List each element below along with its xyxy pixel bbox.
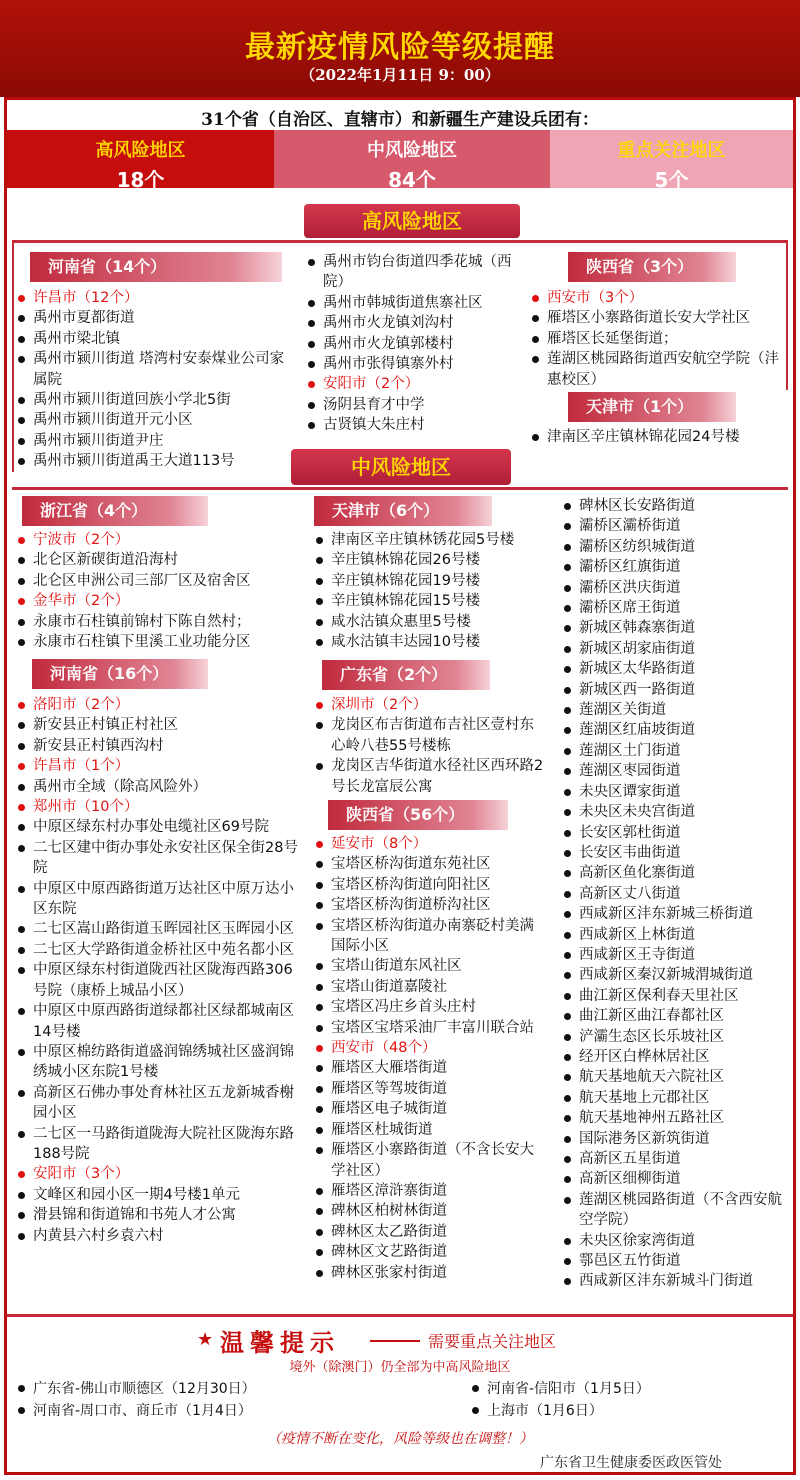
area-item: 灞桥区红旗街道 (562, 557, 794, 577)
area-item: 二七区建中街办事处永安社区保全街28号院 (16, 838, 298, 879)
area-item: 宝塔区桥沟街道办南寨砭村美满国际小区 (314, 916, 546, 957)
mid-risk-banner: 中风险地区 (291, 449, 511, 485)
list-tianjin-high (530, 427, 792, 447)
area-item: 宝塔山街道东风社区 (314, 956, 546, 976)
area-item: 新城区太华路街道 (562, 659, 794, 679)
area-item: 禹州市颍川街道回族小学北5街 (16, 390, 298, 410)
area-item: 国际港务区新筑街道 (562, 1129, 794, 1149)
area-item: 中原区中原西路街道绿都社区绿都城南区14号楼 (16, 1001, 298, 1042)
area-item: 高新区五星街道 (562, 1149, 794, 1169)
city-heading: 安阳市（3个） (16, 1164, 298, 1184)
area-item: 宝塔区宝塔采油厂丰富川联合站 (314, 1018, 546, 1038)
area-item: 宝塔区桥沟街道桥沟社区 (314, 895, 546, 915)
count-high (7, 130, 274, 192)
area-item: 灞桥区席王街道 (562, 598, 794, 618)
area-item: 北仑区申洲公司三部厂区及宿舍区 (16, 571, 306, 591)
count-mid-label: 中风险地区 (367, 140, 457, 161)
area-item: 中原区绿东村办事处电缆社区69号院 (16, 817, 298, 837)
area-item: 新安县正村镇西沟村 (16, 736, 298, 756)
area-item: 二七区一马路街道陇海大院社区陇海东路188号院 (16, 1124, 298, 1165)
area-item: 新城区西一路街道 (562, 680, 794, 700)
area-item: 咸水沽镇众惠里5号楼 (314, 612, 554, 632)
area-item: 雁塔区长延堡街道； (530, 329, 792, 349)
area-item: 未央区谭家街道 (562, 782, 794, 802)
list-henan-mid (16, 695, 298, 1246)
area-item: 龙岗区布吉街道布吉社区壹村东心岭八巷55号楼栋 (314, 715, 544, 756)
city-heading: 洛阳市（2个） (16, 695, 298, 715)
area-item: 西咸新区秦汉新城渭城街道 (562, 965, 794, 985)
star-icon: ★ (197, 1329, 214, 1350)
area-item: 莲湖区土门街道 (562, 741, 794, 761)
area-item: 宝塔区桥沟街道东苑社区 (314, 854, 546, 874)
area-item: 西咸新区王寺街道 (562, 945, 794, 965)
area-item: 咸水沽镇丰达园10号楼 (314, 632, 554, 652)
area-item: 雁塔区杜城街道 (314, 1120, 546, 1140)
area-item: 碑林区文艺路街道 (314, 1242, 546, 1262)
focus-area-item: 广东省-佛山市顺德区（12月30日） (16, 1378, 446, 1400)
area-item: 禹州市火龙镇刘沟村 (306, 313, 528, 333)
area-item: 辛庄镇林锦花园15号楼 (314, 591, 554, 611)
list-shaanxi-high (530, 288, 792, 390)
city-heading: 深圳市（2个） (314, 695, 544, 715)
area-item: 禹州市张得镇寨外村 (306, 354, 528, 374)
focus-area-item: 河南省-周口市、商丘市（1月4日） (16, 1400, 446, 1422)
area-item: 宝塔区桥沟街道向阳社区 (314, 875, 546, 895)
area-item: 莲湖区关街道 (562, 700, 794, 720)
area-item: 未央区未央宫街道 (562, 802, 794, 822)
area-item: 禹州市火龙镇郭楼村 (306, 334, 528, 354)
focus-area-item: 河南省-信阳市（1月5日） (470, 1378, 790, 1400)
area-item: 禹州市全域（除高风险外） (16, 777, 298, 797)
area-item: 经开区白桦林居社区 (562, 1047, 794, 1067)
area-item: 灞桥区洪庆街道 (562, 578, 794, 598)
area-item: 禹州市颍川街道 塔湾村安泰煤业公司家属院 (16, 349, 298, 390)
province-shaanxi-mid: 陕西省（56个） (328, 800, 508, 830)
count-high-value: 18个 (116, 168, 165, 192)
high-risk-banner: 高风险地区 (304, 204, 520, 238)
tips-subtitle: 需要重点关注地区 (428, 1332, 557, 1351)
area-item: 汤阴县育才中学 (306, 395, 528, 415)
area-item: 碑林区柏树林街道 (314, 1201, 546, 1221)
area-item: 内黄县六村乡袁六村 (16, 1226, 298, 1246)
area-item: 滑县锦和街道锦和书苑人才公寓 (16, 1205, 298, 1225)
area-item: 文峰区和园小区一期4号楼1单元 (16, 1185, 298, 1205)
area-item: 雁塔区电子城街道 (314, 1099, 546, 1119)
count-mid-value: 84个 (388, 168, 436, 192)
area-item: 浐灞生态区长乐坡社区 (562, 1027, 794, 1047)
area-item: 禹州市夏都街道 (16, 308, 298, 328)
area-item: 高新区鱼化寨街道 (562, 863, 794, 883)
area-item: 未央区徐家湾街道 (562, 1231, 794, 1251)
divider (7, 1314, 793, 1317)
area-item: 西咸新区沣东新城斗门街道 (562, 1271, 794, 1291)
area-item: 曲江新区曲江春都社区 (562, 1006, 794, 1026)
divider (12, 487, 788, 490)
city-heading: 延安市（8个） (314, 834, 546, 854)
area-item: 雁塔区小寨路街道长安大学社区 (530, 308, 792, 328)
area-item: 鄠邑区五竹街道 (562, 1251, 794, 1271)
area-item: 禹州市梁北镇 (16, 329, 298, 349)
focus-list-right (470, 1378, 790, 1422)
area-item: 莲湖区枣园街道 (562, 761, 794, 781)
province-tianjin-mid: 天津市（6个） (314, 496, 492, 526)
area-item: 二七区大学路街道金桥社区中苑名都小区 (16, 940, 298, 960)
list-shaanxi-mid-col3 (562, 496, 794, 1292)
warning-text: （疫情不断在变化，风险等级也在调整！） (267, 1431, 533, 1447)
province-zhejiang-mid: 浙江省（4个） (22, 496, 208, 526)
area-item: 二七区嵩山路街道玉晖园社区玉晖园小区 (16, 919, 298, 939)
area-item: 航天基地航天六院社区 (562, 1067, 794, 1087)
area-item: 禹州市钧台街道四季花城（西院） (306, 252, 528, 293)
list-zhejiang-mid (16, 530, 306, 652)
area-item: 新安县正村镇正村社区 (16, 715, 298, 735)
page-title: 最新疫情风险等级提醒 (245, 30, 555, 65)
area-item: 辛庄镇林锦花园26号楼 (314, 550, 554, 570)
area-item: 西咸新区沣东新城三桥街道 (562, 904, 794, 924)
subtitle: 31个省（自治区、直辖市）和新疆生产建设兵团有： (201, 110, 599, 130)
count-focus (550, 130, 793, 192)
province-tianjin-high: 天津市（1个） (568, 392, 736, 422)
area-item: 禹州市颍川街道尹庄 (16, 431, 298, 451)
area-item: 永康市石柱镇下里溪工业功能分区 (16, 632, 306, 652)
list-henan-high-col1 (16, 288, 298, 472)
list-shaanxi-mid (314, 834, 546, 1283)
tips-title: 温馨提示 (220, 1329, 340, 1357)
area-item: 北仑区新碶街道沿海村 (16, 550, 306, 570)
city-heading: 宁波市（2个） (16, 530, 306, 550)
date-label: （2022年1月11日 9：00） (300, 66, 500, 84)
area-item: 碑林区张家村街道 (314, 1263, 546, 1283)
area-item: 津南区辛庄镇林锈花园5号楼 (314, 530, 554, 550)
province-henan-mid: 河南省（16个） (32, 659, 208, 689)
city-heading: 郑州市（10个） (16, 797, 298, 817)
area-item: 碑林区太乙路街道 (314, 1222, 546, 1242)
area-item: 莲湖区桃园路街道西安航空学院（沣惠校区） (530, 349, 792, 390)
area-item: 中原区绿东村街道陇西社区陇海西路306号院（康桥上城品小区） (16, 960, 298, 1001)
area-item: 航天基地神州五路社区 (562, 1108, 794, 1128)
area-item: 高新区细柳街道 (562, 1169, 794, 1189)
area-item: 中原区棉纺路街道盛润锦绣城社区盛润锦绣城小区东院1号楼 (16, 1042, 298, 1083)
area-item: 雁塔区漳浒寨街道 (314, 1181, 546, 1201)
divider (12, 240, 14, 472)
area-item: 永康市石柱镇前锦村下陈自然村； (16, 612, 306, 632)
count-focus-value: 5个 (654, 168, 689, 192)
area-item: 西咸新区上林街道 (562, 925, 794, 945)
tips-note: 境外（除澳门）仍全部为中高风险地区 (289, 1360, 511, 1375)
area-item: 古贤镇大朱庄村 (306, 415, 528, 435)
area-item: 高新区石佛办事处育林社区五龙新城香榭园小区 (16, 1083, 298, 1124)
area-item: 碑林区长安路街道 (562, 496, 794, 516)
city-heading: 安阳市（2个） (306, 374, 528, 394)
province-henan-high: 河南省（14个） (30, 252, 282, 282)
area-item: 高新区丈八街道 (562, 884, 794, 904)
province-guangdong-mid: 广东省（2个） (322, 660, 490, 690)
count-focus-label: 重点关注地区 (617, 140, 726, 161)
area-item: 灞桥区灞桥街道 (562, 516, 794, 536)
footer-source: 广东省卫生健康委医政医管处 (540, 1455, 722, 1471)
area-item: 雁塔区等驾坡街道 (314, 1079, 546, 1099)
city-heading: 西安市（3个） (530, 288, 792, 308)
area-item: 宝塔区冯庄乡首头庄村 (314, 997, 546, 1017)
area-item: 禹州市颍川街道禹王大道113号 (16, 451, 298, 471)
city-heading: 西安市（48个） (314, 1038, 546, 1058)
area-item: 新城区胡家庙街道 (562, 639, 794, 659)
area-item: 龙岗区吉华街道水径社区西环路2号长龙富辰公寓 (314, 756, 544, 797)
area-item: 津南区辛庄镇林锦花园24号楼 (530, 427, 792, 447)
city-heading: 许昌市（12个） (16, 288, 298, 308)
divider (12, 240, 788, 243)
area-item: 莲湖区红庙坡街道 (562, 720, 794, 740)
area-item: 长安区韦曲街道 (562, 843, 794, 863)
area-item: 宝塔山街道嘉陵社 (314, 977, 546, 997)
area-item: 新城区韩森寨街道 (562, 618, 794, 638)
area-item: 航天基地上元郡社区 (562, 1088, 794, 1108)
count-high-label: 高风险地区 (95, 140, 186, 161)
count-mid (274, 130, 550, 192)
province-shaanxi-high: 陕西省（3个） (568, 252, 736, 282)
area-item: 莲湖区桃园路街道（不含西安航空学院） (562, 1190, 794, 1231)
area-item: 曲江新区保利春天里社区 (562, 986, 794, 1006)
area-item: 禹州市颍川街道开元小区 (16, 410, 298, 430)
area-item: 辛庄镇林锦花园19号楼 (314, 571, 554, 591)
list-tianjin-mid (314, 530, 554, 652)
focus-list-left (16, 1378, 446, 1422)
city-heading: 金华市（2个） (16, 591, 306, 611)
area-item: 雁塔区小寨路街道（不含长安大学社区） (314, 1140, 546, 1181)
area-item: 长安区郭杜街道 (562, 823, 794, 843)
list-guangdong-mid (314, 695, 544, 797)
city-heading: 许昌市（1个） (16, 756, 298, 776)
dash-line (370, 1340, 420, 1342)
area-item: 灞桥区纺织城街道 (562, 537, 794, 557)
area-item: 禹州市韩城街道焦寨社区 (306, 293, 528, 313)
area-item: 雁塔区大雁塔街道 (314, 1058, 546, 1078)
area-item: 中原区中原西路街道万达社区中原万达小区东院 (16, 879, 298, 920)
focus-area-item: 上海市（1月6日） (470, 1400, 790, 1422)
list-henan-high-col2 (306, 252, 528, 436)
